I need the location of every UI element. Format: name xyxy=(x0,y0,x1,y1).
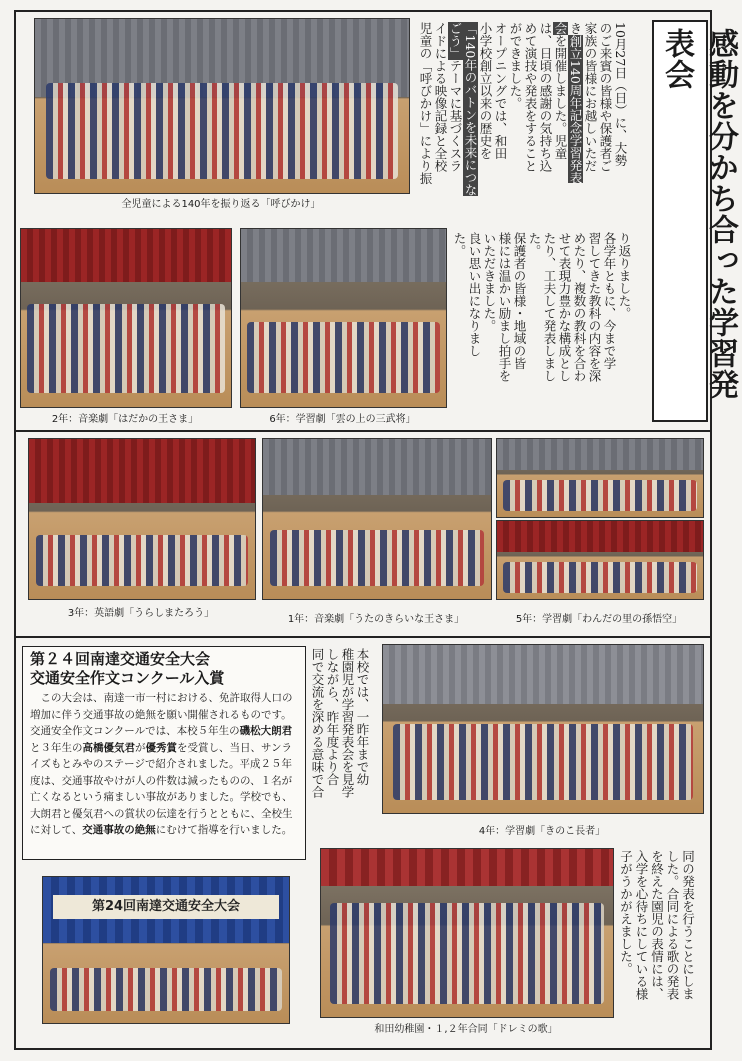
photo-grade3 xyxy=(28,438,256,600)
caption-kindergarten: 和田幼稚園・１,２年合同「ドレミの歌」 xyxy=(374,1024,558,1035)
frame-bottom xyxy=(14,1048,712,1050)
photo-grade1 xyxy=(262,438,492,600)
article-part1: 10月27日（日）に、大勢 のご来賓の皆様や保護者ご 家族の皆様にお越しいただ き創立140周年記念学習発表 会を開催しました。児童 は、日頃の感謝の気持ち込 めて演技や発表をすること ができました。 オープニングでは、和田 小学校創立以来の歴史を 「140年のバトンを未来につな ごう」テーマに基づくスラ イドによる映像記録と全校 児童の「呼びかけ」により振 xyxy=(418,22,628,196)
traffic-heading-2: 交通安全作文コンクール入賞 xyxy=(30,669,225,687)
photo-grade2 xyxy=(20,228,232,408)
photo-grade4 xyxy=(382,644,704,814)
title-box xyxy=(652,20,738,422)
frame-top xyxy=(14,10,712,12)
page-title: 感動を分かち合った学習発表会 xyxy=(659,28,738,400)
frame-left xyxy=(14,10,16,1050)
caption-grade6: 6年：学習劇「雲の上の三武将」 xyxy=(269,414,416,425)
caption-grade2: 2年：音楽劇「はだかの王さま」 xyxy=(51,414,199,425)
traffic-heading-1: 第２４回南達交通安全大会 xyxy=(30,650,211,668)
caption-grade1: 1年：音楽劇「うたのきらいな王さま」 xyxy=(287,614,465,625)
ceremony-banner: 第24回南達交通安全大会 xyxy=(53,895,279,919)
divider-2 xyxy=(14,636,712,638)
caption-grade4: 4年：学習劇「きのこ長者」 xyxy=(478,826,606,837)
kinder-text-1: 本校では、一昨年まで幼 稚園児が学習発表会を見学 しながら、昨年度より合 同で交流を深める意味で合 xyxy=(310,648,370,798)
photo-grade5-a xyxy=(496,438,704,518)
photo-grade5-b xyxy=(496,520,704,600)
photo-ceremony xyxy=(42,876,290,1024)
caption-grade3: 3年：英語劇「うらしまたろう」 xyxy=(67,608,215,619)
traffic-body: この大会は、南達一市一村における、免許取得人口の増加に伴う交通事故の絶無を願い開催されるものです。交通安全作文コンクールでは、本校５年生の磯松大朗君と３年生の高橋優気君が優秀賞を受賞し、当日、サンライズもとみやのステージで紹介されました。平成２５年度は、交通事故やけが人の件数は減ったものの、１名が亡くなるという痛ましい事故がありました。学校でも、大朗君と優気君への賞状の伝達を行うとともに、全校生に対して、交通事故の絶無にむけて指導を行いました。 xyxy=(30,692,293,836)
photo-grade6 xyxy=(240,228,447,408)
photo-all-students xyxy=(34,18,410,194)
divider-1 xyxy=(14,430,712,432)
article-part2: り返りました。 各学年ともに、今まで学 習してきた教科の内容を深 めたり、複数の教科を合わ せて表現力豊かな構成とし たり、工夫して発表しまし た。 保護者の皆様・地域の皆 様には温かい励まし拍手を いただきました。 良い思い出になりまし た。 xyxy=(452,232,632,382)
caption-grade5: 5年：学習劇「わんだの里の孫悟空」 xyxy=(515,614,683,625)
caption-all-students: 全児童による140年を振り返る「呼びかけ」 xyxy=(121,199,321,210)
kinder-text-2: 同の発表を行うことにしま した。合同による歌の発表 を終えた園児の表情には、 入学を心待ちにしている様 子がうかがえました。 xyxy=(618,850,696,1000)
photo-kindergarten xyxy=(320,848,614,1018)
